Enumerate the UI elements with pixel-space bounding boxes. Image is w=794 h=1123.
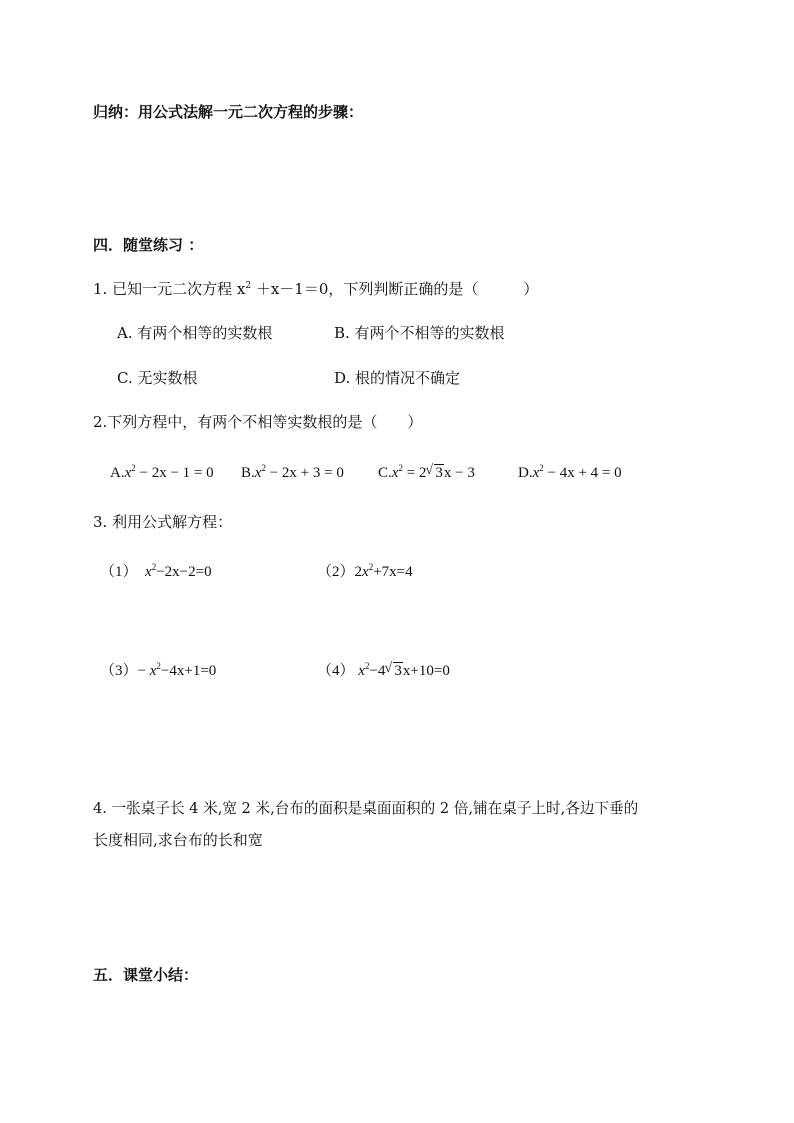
q2-option-b: $B.x^2 - 2x + 3 = 0$ bbox=[241, 463, 344, 481]
q1-stem-prefix: 1. 已知一元二次方程 x bbox=[93, 280, 246, 298]
q2-option-c: $C.x^2 = 2√$ 3x − 3 bbox=[378, 466, 475, 481]
summary-heading: 归纳：用公式法解一元二次方程的步骤： bbox=[93, 103, 364, 121]
q3-part-4: （4） $x^2-4√$ 3x+10=0 bbox=[317, 664, 450, 679]
sqrt-symbol: √ 3 bbox=[385, 664, 403, 679]
q3-part-1: （1） $x^2-2x-2=0$ bbox=[100, 562, 212, 580]
section4-heading: 四．随堂练习 ： bbox=[93, 236, 204, 254]
q2-option-a: $A.x^2 - 2x - 1 = 0$ bbox=[110, 463, 214, 481]
q1-exponent: 2 bbox=[245, 281, 252, 291]
q3-part-3: $(3)- x^2-4x+1=0$ bbox=[100, 661, 217, 679]
question-2-stem: 2.下列方程中，有两个不相等实数根的是（ ） bbox=[93, 413, 423, 431]
sqrt-symbol: √ 3 bbox=[426, 466, 444, 481]
section5-heading: 五．课堂小结： bbox=[93, 966, 199, 984]
question-1 bbox=[93, 282, 538, 297]
q1-option-c: C. 无实数根 bbox=[117, 369, 198, 387]
q1-option-b: B. 有两个不相等的实数根 bbox=[334, 324, 505, 342]
q1-stem-suffix: ＋x－1＝0，下列判断正确的是（ ） bbox=[251, 280, 539, 298]
question-3-stem: 3. 利用公式解方程： bbox=[93, 513, 233, 531]
q1-option-d: D. 根的情况不确定 bbox=[334, 369, 461, 387]
q3-part-2: $(2)2x^2+7x=4$ bbox=[317, 562, 413, 580]
q2-option-d: $D.x^2 - 4x + 4 = 0$ bbox=[518, 463, 622, 481]
q1-option-a: A. 有两个相等的实数根 bbox=[117, 324, 273, 342]
question-4-line-1: 4. 一张桌子长 4 米,宽 2 米,台布的面积是桌面面积的 2 倍,铺在桌子上时,各边下垂的 bbox=[93, 800, 639, 817]
question-4-line-2: 长度相同,求台布的长和宽 bbox=[93, 831, 263, 849]
